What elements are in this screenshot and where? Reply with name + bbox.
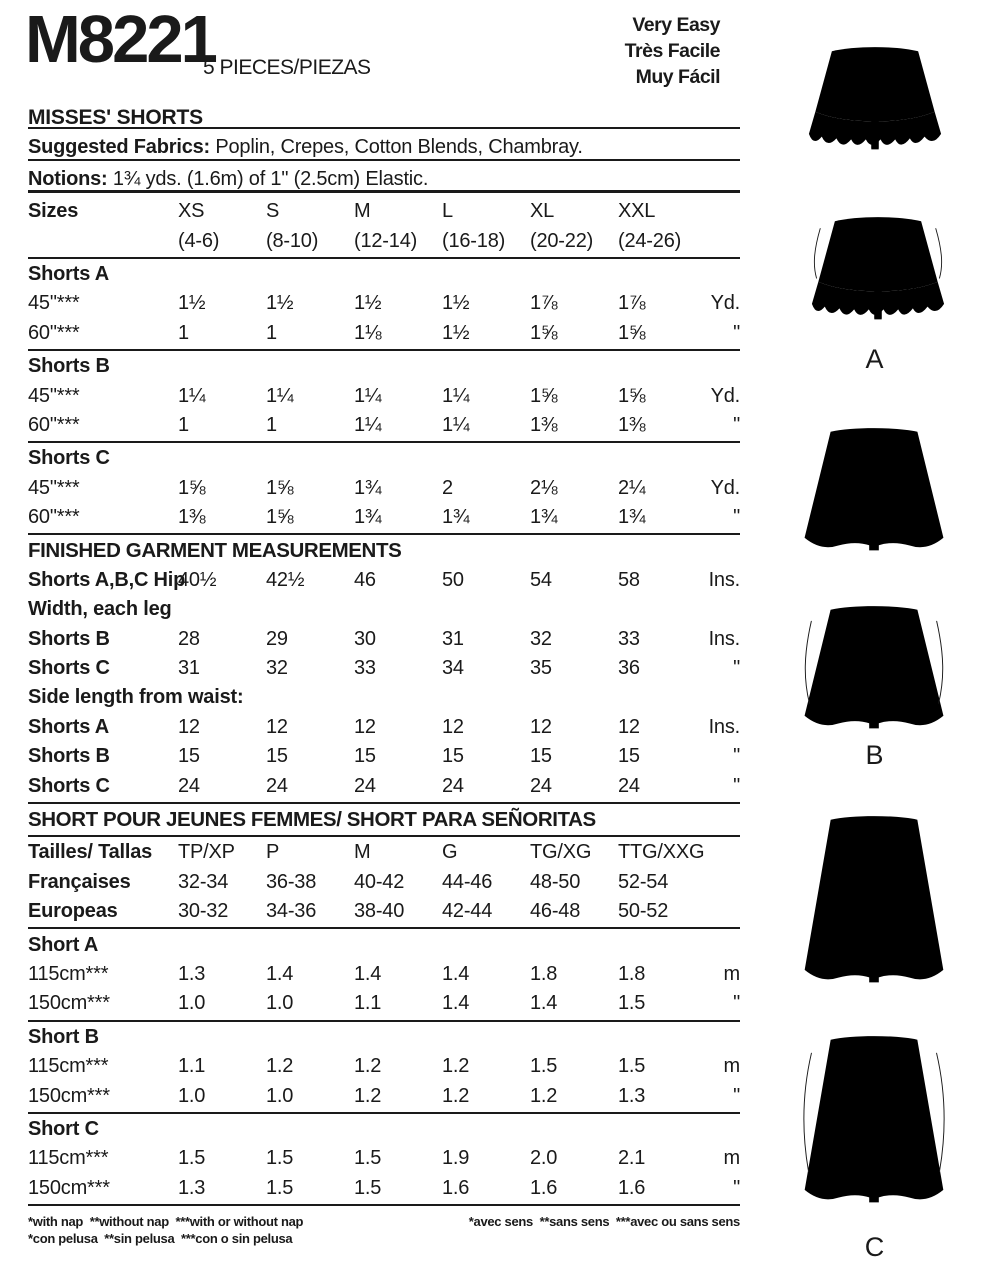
- cell-value: 24: [442, 774, 464, 797]
- row-label: 60"***: [28, 506, 80, 529]
- cell-value: 1.1: [178, 1055, 206, 1078]
- section-divider: [28, 835, 740, 837]
- unit-cell: Yd.: [710, 292, 740, 315]
- cell-value: 1⅜: [530, 413, 558, 436]
- cell-value: 32: [266, 657, 288, 680]
- row-label: 115cm***: [28, 1147, 109, 1170]
- cell-value: 1⅝: [618, 321, 646, 344]
- cell-value: 32: [530, 627, 552, 650]
- cell-value: 48-50: [530, 870, 581, 893]
- table-row: [28, 197, 740, 226]
- unit-cell: Yd.: [710, 384, 740, 407]
- measurement-table: [28, 197, 740, 1203]
- row-label: 45"***: [28, 476, 80, 499]
- table-row: [28, 1144, 740, 1173]
- row-label: 45"***: [28, 384, 80, 407]
- cell-value: (12-14): [354, 229, 418, 252]
- cell-value: 15: [530, 745, 552, 768]
- unit-cell: ": [733, 774, 740, 797]
- section-divider: [28, 349, 740, 351]
- cell-value: 1¼: [354, 413, 382, 436]
- table-row: [28, 289, 740, 318]
- cell-value: 1.5: [178, 1147, 206, 1170]
- cell-value: 1.2: [354, 1055, 382, 1078]
- table-row: [28, 960, 740, 989]
- cell-value: 15: [178, 745, 200, 768]
- row-label: Shorts C: [28, 447, 110, 470]
- cell-value: 35: [530, 657, 552, 680]
- section-divider: [28, 802, 740, 804]
- row-label: Shorts A,B,C Hip: [28, 568, 186, 591]
- cell-value: 36: [618, 657, 640, 680]
- unit-cell: Ins.: [708, 568, 740, 591]
- section-heading: SHORT POUR JEUNES FEMMES/ SHORT PARA SEÑORITAS: [28, 807, 596, 831]
- cell-value: 1¼: [354, 384, 382, 407]
- content-column: [25, 0, 740, 1247]
- cell-value: 1⅝: [178, 476, 206, 499]
- table-row: [28, 444, 740, 473]
- cell-value: 1½: [442, 321, 470, 344]
- row-label: Short C: [28, 1117, 99, 1140]
- table-row: [28, 930, 740, 959]
- unit-cell: ": [733, 657, 740, 680]
- table-row: [28, 1115, 740, 1144]
- cell-value: 58: [618, 568, 640, 591]
- unit-cell: ": [733, 413, 740, 436]
- cell-value: 1⅝: [266, 476, 294, 499]
- cell-value: 1.0: [178, 992, 206, 1015]
- cell-value: 1: [178, 321, 189, 344]
- unit-cell: Ins.: [708, 715, 740, 738]
- cell-value: 2¼: [618, 476, 646, 499]
- cell-value: 1.5: [530, 1055, 558, 1078]
- cell-value: (24-26): [618, 229, 682, 252]
- cell-value: L: [442, 200, 453, 223]
- cell-value: 1.4: [442, 992, 470, 1015]
- notions-text: 1¾ yds. (1.6m) of 1" (2.5cm) Elastic.: [107, 168, 429, 190]
- cell-value: 12: [266, 715, 288, 738]
- row-label: Sizes: [28, 200, 79, 223]
- cell-value: 2.0: [530, 1147, 558, 1170]
- unit-cell: ": [733, 745, 740, 768]
- row-label: Shorts B: [28, 627, 110, 650]
- cell-value: (16-18): [442, 229, 506, 252]
- row-label: 60"***: [28, 413, 80, 436]
- suggested-fabrics-label: Suggested Fabrics:: [28, 136, 210, 158]
- cell-value: 1: [266, 321, 277, 344]
- footnote-french: *avec sens **sans sens ***avec ou sans sens: [468, 1213, 740, 1229]
- table-row: [28, 654, 740, 683]
- cell-value: 1⅝: [618, 384, 646, 407]
- row-label: Side length from waist:: [28, 686, 244, 709]
- cell-value: 1¼: [442, 384, 470, 407]
- pieces-count: 5 PIECES/PIEZAS: [203, 56, 371, 79]
- section-divider: [28, 927, 740, 929]
- row-label: Françaises: [28, 870, 131, 893]
- cell-value: 12: [354, 715, 376, 738]
- unit-cell: m: [723, 1147, 740, 1170]
- cell-value: 1¾: [530, 506, 558, 529]
- cell-value: 1.5: [354, 1176, 382, 1199]
- cell-value: 1.0: [266, 992, 294, 1015]
- notions-label: Notions:: [28, 168, 108, 190]
- cell-value: 1.0: [266, 1084, 294, 1107]
- cell-value: 1.5: [618, 1055, 646, 1078]
- row-label: Shorts B: [28, 745, 110, 768]
- unit-cell: ": [733, 321, 740, 344]
- cell-value: 1: [178, 413, 189, 436]
- cell-value: 30-32: [178, 900, 229, 923]
- view-a-label: A: [865, 344, 884, 374]
- cell-value: 12: [442, 715, 464, 738]
- cell-value: 15: [618, 745, 640, 768]
- cell-value: 1¼: [178, 384, 206, 407]
- cell-value: 33: [618, 627, 640, 650]
- row-label: Shorts A: [28, 262, 109, 285]
- table-row: [28, 989, 740, 1018]
- cell-value: TP/XP: [178, 841, 235, 864]
- cell-value: 1.3: [178, 1176, 206, 1199]
- cell-value: TTG/XXG: [618, 841, 705, 864]
- cell-value: 42-44: [442, 900, 493, 923]
- cell-value: S: [266, 200, 280, 223]
- cell-value: 50-52: [618, 900, 669, 923]
- row-label: 150cm***: [28, 1176, 110, 1199]
- table-row: [28, 1052, 740, 1081]
- cell-value: 1¾: [354, 476, 382, 499]
- section-heading: FINISHED GARMENT MEASUREMENTS: [28, 538, 402, 562]
- section-divider: [28, 441, 740, 443]
- cell-value: 1.3: [178, 962, 206, 985]
- cell-value: 1¾: [354, 506, 382, 529]
- cell-value: 1: [266, 413, 277, 436]
- cell-value: 1½: [178, 292, 206, 315]
- cell-value: 24: [618, 774, 640, 797]
- cell-value: 2.1: [618, 1147, 646, 1170]
- footnotes-left: [28, 1213, 303, 1247]
- cell-value: 36-38: [266, 870, 317, 893]
- table-row: [28, 474, 740, 503]
- cell-value: 1.8: [530, 962, 558, 985]
- shorts-b-back-illustration: [792, 602, 956, 737]
- cell-value: 32-34: [178, 870, 229, 893]
- unit-cell: ": [733, 992, 740, 1015]
- cell-value: M: [354, 200, 371, 223]
- row-label: 60"***: [28, 321, 80, 344]
- cell-value: 44-46: [442, 870, 493, 893]
- suggested-fabrics-line: [28, 129, 740, 161]
- cell-value: (4-6): [178, 229, 220, 252]
- cell-value: 1.6: [530, 1176, 558, 1199]
- shorts-c-back-illustration: [792, 1032, 956, 1213]
- footnotes: [28, 1204, 740, 1247]
- difficulty-fr: Très Facile: [624, 40, 720, 62]
- row-label: Shorts B: [28, 355, 110, 378]
- cell-value: 1⅝: [530, 321, 558, 344]
- cell-value: 1⅝: [266, 506, 294, 529]
- cell-value: 46-48: [530, 900, 581, 923]
- unit-cell: Yd.: [710, 476, 740, 499]
- row-label: 115cm***: [28, 962, 109, 985]
- cell-value: 31: [178, 657, 200, 680]
- cell-value: 1.8: [618, 962, 646, 985]
- cell-value: (8-10): [266, 229, 319, 252]
- cell-value: 1.5: [354, 1147, 382, 1170]
- cell-value: 1.2: [442, 1055, 470, 1078]
- cell-value: 28: [178, 627, 200, 650]
- shorts-a-front-illustration: [797, 42, 953, 166]
- table-row: [28, 838, 740, 867]
- shorts-a-back-illustration: [800, 212, 956, 336]
- garment-title: MISSES' SHORTS: [28, 100, 740, 129]
- row-label: 150cm***: [28, 1084, 110, 1107]
- cell-value: 2⅛: [530, 476, 558, 499]
- cell-value: M: [354, 841, 371, 864]
- difficulty-en: Very Easy: [632, 14, 720, 36]
- cell-value: 15: [442, 745, 464, 768]
- footnote-english: *with nap **without nap ***with or without nap: [28, 1213, 304, 1229]
- cell-value: 1.6: [618, 1176, 646, 1199]
- row-label: Shorts C: [28, 657, 110, 680]
- section-divider: [28, 257, 740, 259]
- table-row: [28, 771, 740, 800]
- cell-value: (20-22): [530, 229, 594, 252]
- table-row: [28, 536, 740, 565]
- cell-value: 12: [618, 715, 640, 738]
- table-row: [28, 805, 740, 834]
- unit-cell: ": [733, 1084, 740, 1107]
- row-label: Europeas: [28, 900, 118, 923]
- table-row: [28, 897, 740, 926]
- cell-value: 24: [530, 774, 552, 797]
- table-row: [28, 411, 740, 440]
- cell-value: 52-54: [618, 870, 669, 893]
- cell-value: 1½: [442, 292, 470, 315]
- cell-value: 1.2: [530, 1084, 558, 1107]
- cell-value: 30: [354, 627, 376, 650]
- cell-value: 1⅞: [618, 292, 646, 315]
- cell-value: 46: [354, 568, 376, 591]
- cell-value: 1.6: [442, 1176, 470, 1199]
- cell-value: 15: [354, 745, 376, 768]
- table-row: [28, 226, 740, 255]
- cell-value: 1.4: [530, 992, 558, 1015]
- difficulty-rating: [625, 12, 720, 90]
- row-label: Short A: [28, 933, 99, 956]
- cell-value: 1¼: [266, 384, 294, 407]
- cell-value: 1.5: [266, 1176, 294, 1199]
- cell-value: 15: [266, 745, 288, 768]
- section-divider: [28, 1020, 740, 1022]
- cell-value: 1¾: [442, 506, 470, 529]
- cell-value: 1.0: [178, 1084, 206, 1107]
- cell-value: G: [442, 841, 458, 864]
- table-row: [28, 1174, 740, 1203]
- cell-value: 1.2: [442, 1084, 470, 1107]
- table-row: [28, 381, 740, 410]
- cell-value: 1¼: [442, 413, 470, 436]
- footnote-spanish: *con pelusa **sin pelusa ***con o sin pelusa: [28, 1230, 293, 1246]
- cell-value: 12: [530, 715, 552, 738]
- table-row: [28, 1023, 740, 1052]
- cell-value: XS: [178, 200, 205, 223]
- cell-value: 1.9: [442, 1147, 470, 1170]
- row-label: Width, each leg: [28, 598, 172, 621]
- illustration-column: [760, 0, 989, 1283]
- cell-value: 34-36: [266, 900, 317, 923]
- cell-value: 2: [442, 476, 453, 499]
- cell-value: 1⅝: [530, 384, 558, 407]
- table-row: [28, 683, 740, 712]
- cell-value: TG/XG: [530, 841, 592, 864]
- unit-cell: ": [733, 506, 740, 529]
- table-row: [28, 352, 740, 381]
- cell-value: 1¾: [618, 506, 646, 529]
- section-divider: [28, 533, 740, 535]
- cell-value: 1⅞: [530, 292, 558, 315]
- cell-value: 31: [442, 627, 464, 650]
- cell-value: 1⅛: [354, 321, 382, 344]
- cell-value: P: [266, 841, 280, 864]
- difficulty-es: Muy Fácil: [635, 66, 720, 88]
- cell-value: 1.4: [442, 962, 470, 985]
- row-label: Tailles/ Tallas: [28, 841, 153, 864]
- table-row: [28, 260, 740, 289]
- table-row: [28, 503, 740, 532]
- cell-value: 1.5: [618, 992, 646, 1015]
- cell-value: 1⅜: [178, 506, 206, 529]
- row-label: 115cm***: [28, 1055, 109, 1078]
- cell-value: 1.3: [618, 1084, 646, 1107]
- cell-value: XXL: [618, 200, 656, 223]
- cell-value: 1.2: [266, 1055, 294, 1078]
- cell-value: 1.4: [354, 962, 382, 985]
- row-label: Shorts A: [28, 715, 109, 738]
- row-label: Shorts C: [28, 774, 110, 797]
- cell-value: 40-42: [354, 870, 405, 893]
- suggested-fabrics-text: Poplin, Crepes, Cotton Blends, Chambray.: [210, 136, 583, 158]
- table-row: [28, 566, 740, 595]
- unit-cell: Ins.: [708, 627, 740, 650]
- table-row: [28, 624, 740, 653]
- cell-value: 1.2: [354, 1084, 382, 1107]
- cell-value: 24: [354, 774, 376, 797]
- cell-value: 33: [354, 657, 376, 680]
- cell-value: 54: [530, 568, 552, 591]
- table-row: [28, 1081, 740, 1110]
- cell-value: 24: [178, 774, 200, 797]
- cell-value: 1.1: [354, 992, 382, 1015]
- cell-value: 1⅜: [618, 413, 646, 436]
- cell-value: XL: [530, 200, 555, 223]
- shorts-b-front-illustration: [792, 424, 956, 559]
- cell-value: 1½: [266, 292, 294, 315]
- section-divider: [28, 1112, 740, 1114]
- row-label: 45"***: [28, 292, 80, 315]
- view-b-label: B: [865, 740, 884, 770]
- view-c-label: C: [864, 1232, 885, 1262]
- row-label: Short B: [28, 1025, 99, 1048]
- unit-cell: m: [723, 1055, 740, 1078]
- notions-line: [28, 161, 740, 193]
- table-row: [28, 595, 740, 624]
- cell-value: 1½: [354, 292, 382, 315]
- shorts-c-front-illustration: [792, 812, 956, 993]
- cell-value: 12: [178, 715, 200, 738]
- cell-value: 24: [266, 774, 288, 797]
- pattern-number: M8221: [25, 2, 215, 77]
- cell-value: 42½: [266, 568, 305, 591]
- row-label: 150cm***: [28, 992, 110, 1015]
- cell-value: 38-40: [354, 900, 405, 923]
- cell-value: 50: [442, 568, 464, 591]
- unit-cell: ": [733, 1176, 740, 1199]
- header: [25, 0, 740, 100]
- cell-value: 29: [266, 627, 288, 650]
- table-row: [28, 868, 740, 897]
- cell-value: 1.4: [266, 962, 294, 985]
- table-row: [28, 742, 740, 771]
- unit-cell: m: [723, 962, 740, 985]
- cell-value: 34: [442, 657, 464, 680]
- cell-value: 1.5: [266, 1147, 294, 1170]
- table-row: [28, 319, 740, 348]
- cell-value: 40½: [178, 568, 217, 591]
- table-row: [28, 713, 740, 742]
